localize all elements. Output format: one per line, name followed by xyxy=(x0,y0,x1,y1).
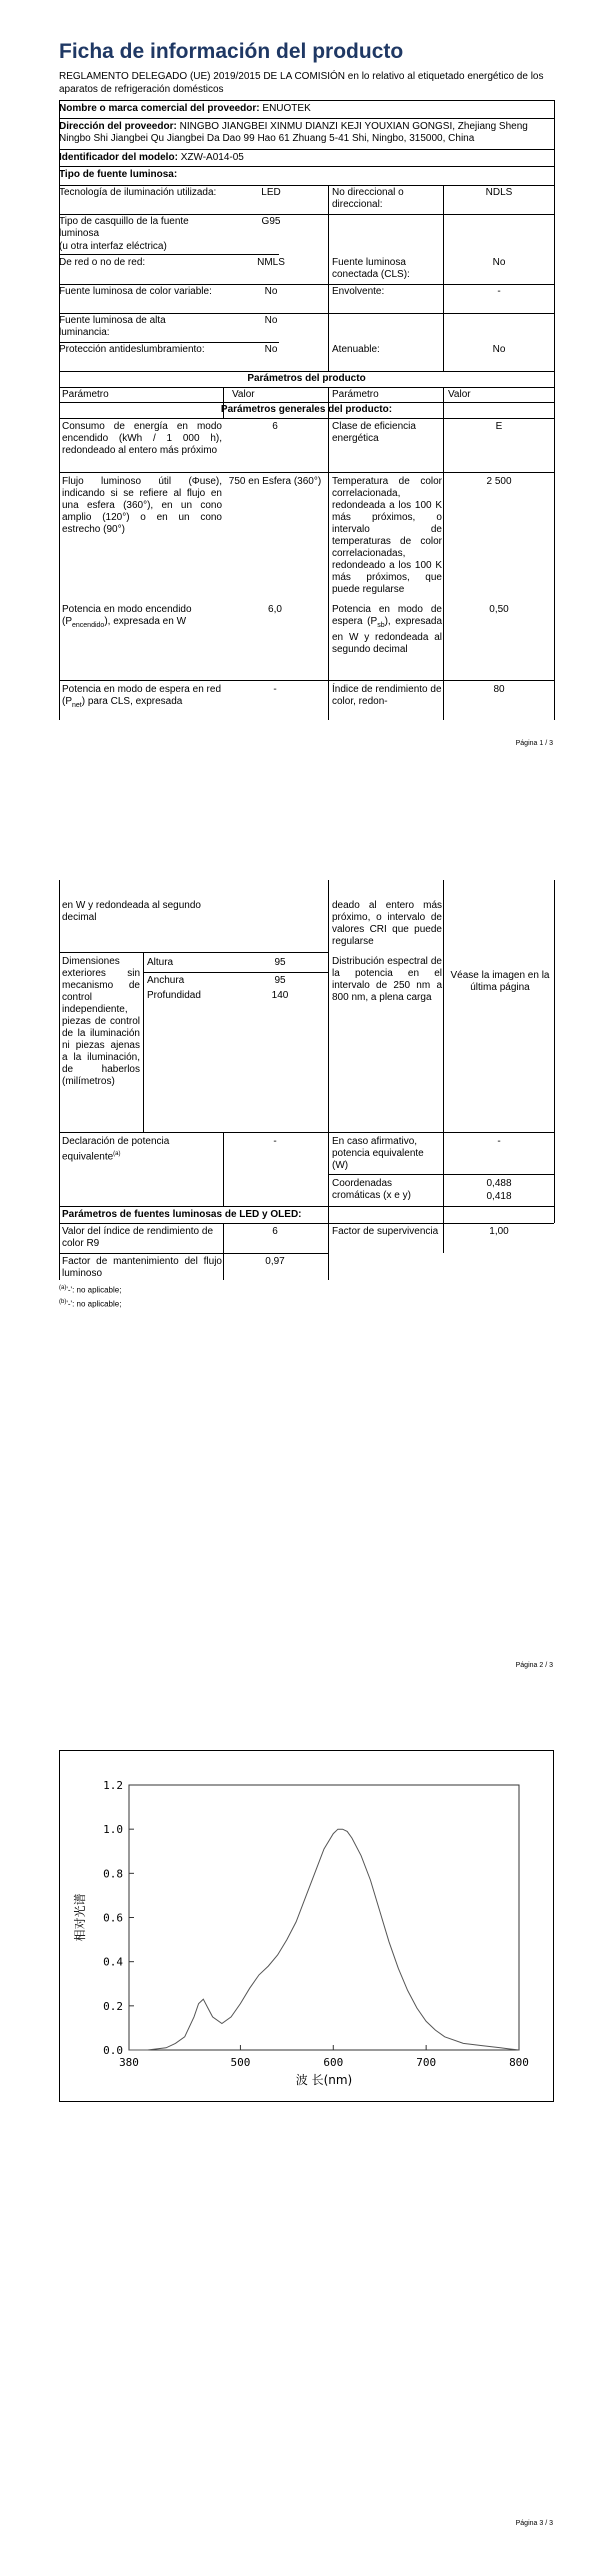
divider xyxy=(143,972,328,973)
decl-value: - xyxy=(273,1136,277,1147)
table-border xyxy=(143,952,144,1132)
aff-param: En caso afirmativo, potencia equivalente (W) xyxy=(332,1136,424,1171)
page-footer: Página 2 / 3 xyxy=(515,1662,553,1669)
pot-on-sub: encendido xyxy=(72,622,105,629)
footnote-a-mark: (a) xyxy=(59,1285,67,1291)
row-envelope-value: - xyxy=(497,286,501,297)
row-variable-param: Fuente luminosa de color variable: xyxy=(59,286,212,297)
row-cap-param-line2: (u otra interfaz eléctrica) xyxy=(59,241,167,252)
model-label: Identificador del modelo: xyxy=(59,152,178,163)
col-value-1: Valor xyxy=(232,389,255,400)
row-directional-param: No direccional o direccional: xyxy=(332,187,404,210)
y-tick-label: 0.2 xyxy=(103,1999,123,2013)
coord-param: Coordenadas cromáticas (x e y) xyxy=(332,1178,411,1201)
divider xyxy=(59,1206,554,1207)
coord-x-value: 0,488 xyxy=(486,1178,512,1189)
flujo-param: Flujo luminoso útil (Φuse), indicando si se refiere al flujo en una esfera (360°), en un cono amplio (120°) o en un cono estrecho (90°) xyxy=(62,476,222,535)
divider xyxy=(59,387,554,388)
decl-text: Declaración de potencia equivalente xyxy=(62,1136,170,1163)
divider xyxy=(59,118,554,119)
row-luminance-param: Fuente luminosa de alta luminancia: xyxy=(59,315,166,338)
table-border xyxy=(59,100,60,371)
dims-height-label: Altura xyxy=(147,957,174,968)
pot-net-text-a: Potencia en modo de espera en red (P xyxy=(62,684,221,707)
regulation-text: REGLAMENTO DELEGADO (UE) 2019/2015 DE LA COMISIÓN en lo relativo al etiquetado energético de los aparatos de refrigeración domésticos xyxy=(59,71,544,95)
decl-sup: (a) xyxy=(113,1151,121,1157)
pot-on-param xyxy=(62,604,222,632)
row-cap-param-line1: Tipo de casquillo de la fuente luminosa xyxy=(59,216,189,239)
x-axis-label: 波 长(nm) xyxy=(295,2073,353,2087)
table-border xyxy=(223,1223,224,1280)
dist-value: Véase la imagen en la última página xyxy=(450,970,550,993)
pot-sb-text-a: Potencia en modo de espera (P xyxy=(332,604,442,627)
divider xyxy=(59,952,329,953)
supplier-address-row xyxy=(59,121,554,145)
y-axis-label: 相对光谱 xyxy=(73,1893,87,1942)
pot-net-sub: net xyxy=(72,702,82,709)
row-antiglare-param: Protección antideslumbramiento: xyxy=(59,344,205,355)
temp-param: Temperatura de color correlacionada, redondeada a los 100 K más próximos, o intervalo de temperaturas de color correlacionadas, redondeado a los 100 K más próximos, que puede regularse xyxy=(332,476,442,595)
table-border xyxy=(328,418,329,720)
col-param-1: Parámetro xyxy=(62,389,109,400)
y-tick-label: 1.2 xyxy=(103,1779,123,1792)
general-params-header: Parámetros generales del producto: xyxy=(220,404,393,415)
dims-height-value: 95 xyxy=(274,957,286,968)
r9-value: 6 xyxy=(272,1226,278,1237)
spectral-distribution-chart xyxy=(59,1750,554,2102)
divider xyxy=(59,214,554,215)
row-mains-param: De red o no de red: xyxy=(59,257,146,268)
product-params-header: Parámetros del producto xyxy=(247,373,366,384)
dist-param: Distribución espectral de la potencia en el intervalo de 250 nm a 800 nm, a plena carga xyxy=(332,956,442,1003)
surv-param: Factor de supervivencia xyxy=(332,1226,439,1237)
table-border xyxy=(443,185,444,371)
row-cls-param: Fuente luminosa conectada (CLS): xyxy=(332,257,410,280)
divider xyxy=(59,166,554,167)
divider xyxy=(59,254,279,255)
table-border xyxy=(554,100,555,371)
supplier-name-label: Nombre o marca comercial del proveedor: xyxy=(59,103,260,114)
cri-value: 80 xyxy=(493,684,505,695)
table-border xyxy=(328,387,329,418)
row-cls-value: No xyxy=(492,257,506,268)
page-2 xyxy=(0,880,603,1700)
clase-param: Clase de eficiencia energética xyxy=(332,421,416,444)
divider xyxy=(59,1132,554,1133)
dims-width-label: Anchura xyxy=(147,975,185,986)
divider xyxy=(59,402,554,403)
page-footer: Página 1 / 3 xyxy=(515,740,553,747)
row-cap-value: G95 xyxy=(261,216,281,227)
x-tick-label: 380 xyxy=(119,2056,139,2069)
supplier-address-label: Dirección del proveedor: xyxy=(59,121,177,132)
page-1 xyxy=(0,0,603,820)
dims-param: Dimensiones exteriores sin mecanismo de control independiente, piezas de control de la iluminación ni piezas ajenas a la iluminación, de haberlos (milímetros) xyxy=(62,956,140,1087)
table-border xyxy=(328,185,329,371)
decl-param xyxy=(62,1136,222,1163)
divider xyxy=(328,1174,554,1175)
coord-y-value: 0,418 xyxy=(486,1191,512,1202)
table-border xyxy=(223,387,224,418)
x-tick-label: 600 xyxy=(323,2056,344,2069)
light-source-type: Tipo de fuente luminosa: xyxy=(59,169,178,180)
row-antiglare-value: No xyxy=(264,344,278,355)
divider xyxy=(59,185,554,186)
cri-param: Índice de rendimiento de color, redon- xyxy=(332,684,442,707)
pot-sb-value: 0,50 xyxy=(489,604,509,615)
dims-depth-value: 140 xyxy=(271,990,289,1001)
row-technology-param: Tecnología de iluminación utilizada: xyxy=(59,187,217,198)
col-param-2: Parámetro xyxy=(332,389,379,400)
row-variable-value: No xyxy=(264,286,278,297)
pot-on-value: 6,0 xyxy=(268,604,282,615)
pot-sb-param xyxy=(332,604,442,656)
y-tick-label: 0.4 xyxy=(103,1955,123,1969)
row-dimmable-param: Atenuable: xyxy=(332,344,380,355)
page-title: Ficha de información del producto xyxy=(59,40,404,63)
row-dimmable-value: No xyxy=(492,344,506,355)
footnote-a xyxy=(59,1282,121,1297)
divider xyxy=(59,1223,554,1224)
table-border xyxy=(443,387,444,418)
consumo-param: Consumo de energía en modo encendido (kWh / 1 000 h), redondeado al entero más próximo xyxy=(62,421,222,456)
table-border xyxy=(328,880,329,1280)
table-border xyxy=(59,880,60,1280)
x-tick-label: 700 xyxy=(416,2056,437,2069)
y-tick-label: 1.0 xyxy=(103,1823,123,1837)
col-value-2: Valor xyxy=(448,389,471,400)
dims-depth-label: Profundidad xyxy=(147,990,201,1001)
divider xyxy=(59,342,279,343)
r9-param: Valor del índice de rendimiento de color R9 xyxy=(62,1226,214,1249)
temp-value: 2 500 xyxy=(486,476,512,487)
divider xyxy=(59,313,554,314)
row-mains-value: NMLS xyxy=(257,257,285,268)
consumo-value: 6 xyxy=(272,421,278,432)
divider xyxy=(59,472,554,473)
row-luminance-value: No xyxy=(264,315,278,326)
pot-net-param xyxy=(62,684,222,712)
divider xyxy=(59,418,554,419)
footnote-a-text: '-': no aplicable; xyxy=(66,1285,122,1295)
led-params-header: Parámetros de fuentes luminosas de LED y OLED: xyxy=(62,1209,302,1220)
y-tick-label: 0.6 xyxy=(103,1911,123,1925)
table-border xyxy=(554,880,555,1223)
maint-value: 0,97 xyxy=(265,1256,285,1267)
table-border xyxy=(554,371,555,720)
model-row xyxy=(59,152,554,164)
surv-value: 1,00 xyxy=(489,1226,509,1237)
cri-continued: deado al entero más próximo, o intervalo de valores CRI que puede regularse xyxy=(332,900,442,947)
divider xyxy=(59,100,554,101)
divider xyxy=(59,680,554,681)
pot-net-text-b: ) para CLS, expresada xyxy=(81,696,183,707)
pot-sb-text-b: ), expresada en W y redondeada al segundo decimal xyxy=(332,616,442,655)
aff-value: - xyxy=(497,1136,501,1147)
divider xyxy=(59,1253,329,1254)
chart-frame xyxy=(60,1751,554,2102)
row-envelope-param: Envolvente: xyxy=(332,286,385,297)
maint-param: Factor de mantenimiento del flujo luminoso xyxy=(62,1256,222,1279)
supplier-name-row xyxy=(59,103,554,115)
clase-value: E xyxy=(495,421,503,432)
page-footer: Página 3 / 3 xyxy=(515,2520,553,2527)
page-3 xyxy=(0,1740,603,2560)
y-tick-label: 0.0 xyxy=(103,2044,123,2057)
x-tick-label: 500 xyxy=(230,2056,251,2069)
model-id: XZW-A014-05 xyxy=(180,152,244,163)
pot-sb-sub: sb xyxy=(377,622,385,629)
y-tick-label: 0.8 xyxy=(103,1867,123,1881)
divider xyxy=(59,371,554,372)
flujo-value: 750 en Esfera (360°) xyxy=(228,476,322,487)
table-border xyxy=(59,371,60,720)
row-cap-param xyxy=(59,216,219,253)
pot-on-text-b: ), expresada en W xyxy=(104,616,187,627)
x-tick-label: 800 xyxy=(509,2056,529,2069)
dims-width-value: 95 xyxy=(274,975,286,986)
row-directional-value: NDLS xyxy=(485,187,513,198)
table-border xyxy=(443,418,444,720)
row-technology-value: LED xyxy=(261,187,281,198)
divider xyxy=(59,149,554,150)
pot-net-continued: en W y redondeada al segundo decimal xyxy=(62,900,201,923)
footnote-b-text: '-': no aplicable; xyxy=(66,1299,122,1309)
supplier-address: NINGBO JIANGBEI XINMU DIANZI KEJI YOUXIAN GONGSI, Zhejiang Sheng Ningbo Shi Jiangbei Qu Jiangbei Da Dao 99 Hao 61 Zhuang 5-41 Shi, Ningbo, 315000, China xyxy=(59,121,528,144)
supplier-name: ENUOTEK xyxy=(262,103,311,114)
footnote-b xyxy=(59,1296,121,1311)
footnote-b-mark: (b) xyxy=(59,1299,67,1305)
pot-on-text-a: Potencia en modo encendido (P xyxy=(62,604,192,627)
table-border xyxy=(443,880,444,1253)
pot-net-value: - xyxy=(273,684,277,695)
table-border xyxy=(223,1132,224,1206)
divider xyxy=(59,284,554,285)
